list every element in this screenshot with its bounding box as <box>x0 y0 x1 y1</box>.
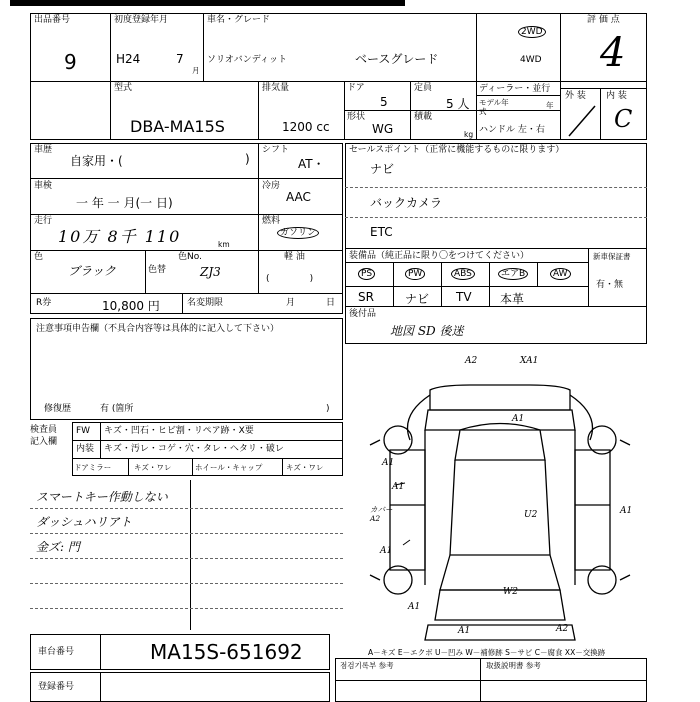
capacity-value: 5 人 <box>446 97 470 111</box>
equip-abs: ABS <box>451 268 475 280</box>
month-unit: 月 <box>192 66 200 75</box>
lot-number: 9 <box>64 50 77 74</box>
exterior-slash-mark <box>565 102 599 138</box>
chassis-label: 車台番号 <box>38 647 75 657</box>
shift-value: AT・ <box>298 157 325 171</box>
registration-box <box>30 672 330 702</box>
inspection-record-label: 점검기록부 参考 <box>340 661 394 670</box>
equip-pw: PW <box>405 268 425 280</box>
inspector-interior: 内装 <box>76 444 95 454</box>
mark-left-4: A1 <box>380 546 393 556</box>
mark-right-u2: U2 <box>524 510 538 520</box>
mileage-unit: km <box>218 240 230 249</box>
mark-left-1: A1 <box>382 458 395 468</box>
history-value: 自家用・( <box>70 154 123 168</box>
displacement-label: 排気量 <box>262 83 290 93</box>
fuel-gasoline: ガソリン <box>277 227 319 239</box>
name-change-month: 月 <box>286 298 296 308</box>
drive-2wd: 2WD <box>518 26 546 38</box>
mark-left-3: カバー A2 <box>370 505 393 523</box>
selling-points-label: セールスポイント（正常に機能するものに限ります） <box>349 145 565 155</box>
score-label: 評 価 点 <box>587 15 620 25</box>
mark-right-a1: A1 <box>620 506 633 516</box>
inspector-fw: FW <box>76 426 91 436</box>
car-name-label: 車名・グレード <box>207 15 271 25</box>
color-no-value: ZJ3 <box>200 265 221 279</box>
lot-label: 出品番号 <box>34 15 71 25</box>
inspector-fw-items: キズ・凹石・ヒビ割・リペア跡・X要 <box>104 426 254 436</box>
extras-label: 後付品 <box>349 309 377 319</box>
door-label: ドア <box>347 83 365 93</box>
fuel-diesel: 軽 油 <box>284 252 305 262</box>
inspector-wheel-items: キズ・ワレ <box>286 463 324 472</box>
mark-hood: A1 <box>512 414 525 424</box>
color-no-label: 色No. <box>178 252 202 262</box>
recycle-label: R券 <box>36 298 52 308</box>
manual-label: 取扱説明書 参考 <box>486 661 541 670</box>
equip-tv: TV <box>456 290 472 304</box>
car-damage-diagram <box>350 355 690 645</box>
first-reg-label: 初度登録年月 <box>114 15 169 25</box>
overall-score: 4 <box>600 30 626 76</box>
equip-airbag: エアB <box>498 268 528 280</box>
model-label: 型式 <box>114 83 133 93</box>
first-reg-month: 7 <box>176 52 184 66</box>
ac-value: AAC <box>286 190 311 204</box>
color-value: ブラック <box>68 264 116 278</box>
equip-aw: AW <box>550 268 571 280</box>
inspector-wheel: ホイール・キャップ <box>195 463 263 472</box>
inspector-label-2: 記入欄 <box>30 437 58 447</box>
name-change-day: 日 <box>326 298 336 308</box>
chassis-number: MA15S-651692 <box>150 640 303 664</box>
mark-rear: W2 <box>503 587 518 597</box>
equip-ps: PS <box>358 268 375 280</box>
inspector-mirror-items: キズ・ワレ <box>134 463 172 472</box>
shape-label: 形状 <box>347 112 366 122</box>
inspection-value: 一 年 一 月(一 日) <box>76 196 173 210</box>
handwritten-note-3: 金ズ: 門 <box>36 540 80 554</box>
header-grid <box>30 13 647 140</box>
mark-rear-a2: A2 <box>556 624 569 634</box>
load-unit: kg <box>464 130 474 139</box>
selling-point-1: ナビ <box>370 162 395 176</box>
model-value: DBA-MA15S <box>130 117 225 136</box>
door-value: 5 <box>380 95 388 109</box>
capacity-label: 定員 <box>414 83 433 93</box>
displacement-value: 1200 cc <box>282 120 330 134</box>
equipment-label: 装備品（純正品に限り〇をつけてください） <box>349 251 530 261</box>
selling-point-3: ETC <box>370 225 393 239</box>
dealer-label: ディーラー・並行 <box>479 84 551 94</box>
mark-front-a2: A2 <box>465 356 478 366</box>
inspector-label-1: 検査員 <box>30 425 58 435</box>
first-reg-era: H24 <box>116 52 141 66</box>
fuel-other: ( ) <box>266 274 314 284</box>
shift-label: シフト <box>262 145 290 155</box>
grade: ベースグレード <box>355 52 439 66</box>
mileage-value: 10万 8千 110 <box>58 227 182 246</box>
mark-left-2: A1 <box>392 482 405 492</box>
handwritten-note-2: ダッシュハリアト <box>36 515 132 529</box>
handle-label: ハンドル 左・右 <box>479 125 545 135</box>
warranty-value: 有・無 <box>596 280 624 290</box>
history-close: ) <box>245 152 250 166</box>
recycle-value: 10,800 円 <box>102 299 160 313</box>
color-change-label: 色替 <box>148 265 167 275</box>
top-strip <box>10 0 405 6</box>
drive-4wd: 4WD <box>520 55 542 65</box>
color-label: 色 <box>34 252 44 262</box>
name-change-label: 名変期限 <box>187 298 224 308</box>
repair-close: ) <box>326 404 330 414</box>
equip-sr: SR <box>358 290 374 304</box>
ac-label: 冷房 <box>262 181 281 191</box>
fuel-label: 燃料 <box>262 216 281 226</box>
equip-navi: ナビ <box>405 292 430 306</box>
car-name: ソリオバンディット <box>207 55 288 65</box>
model-year-label: モデル年式 <box>479 98 509 116</box>
notes-label: 注意事項申告欄（不具合内容等は具体的に記入して下さい） <box>36 324 280 334</box>
interior-label: 内 装 <box>606 91 627 101</box>
repair-value: 有 (箇所 <box>100 404 134 414</box>
inspector-mirror: ドアミラー <box>74 463 112 472</box>
mileage-label: 走行 <box>34 216 53 226</box>
mark-front-xa1: XA1 <box>520 356 539 366</box>
year-suffix: 年 <box>546 101 554 110</box>
interior-score: C <box>614 105 633 133</box>
load-label: 積載 <box>414 112 433 122</box>
history-label: 車歴 <box>34 145 53 155</box>
extras-value: 地図 SD 後迷 <box>390 324 464 338</box>
warranty-label: 新車保証書 <box>593 252 631 261</box>
handwritten-note-1: スマートキー作動しない <box>36 490 168 504</box>
mark-rear-a1b: A1 <box>458 626 471 636</box>
selling-point-2: バックカメラ <box>370 196 443 210</box>
shape-value: WG <box>372 122 394 136</box>
exterior-label: 外 装 <box>565 91 586 101</box>
repair-label: 修復歴 <box>44 404 72 414</box>
equip-leather: 本革 <box>500 292 525 306</box>
mark-rear-a1: A1 <box>408 602 421 612</box>
registration-label: 登録番号 <box>38 682 75 692</box>
inspector-interior-items: キズ・汚レ・コゲ・穴・タレ・ヘタリ・破レ <box>104 444 284 454</box>
inspection-label: 車検 <box>34 181 53 191</box>
damage-legend: A－キズ E－エクボ U－凹み W－補修跡 S－サビ C－腐食 XX－交換跡 <box>368 648 606 657</box>
